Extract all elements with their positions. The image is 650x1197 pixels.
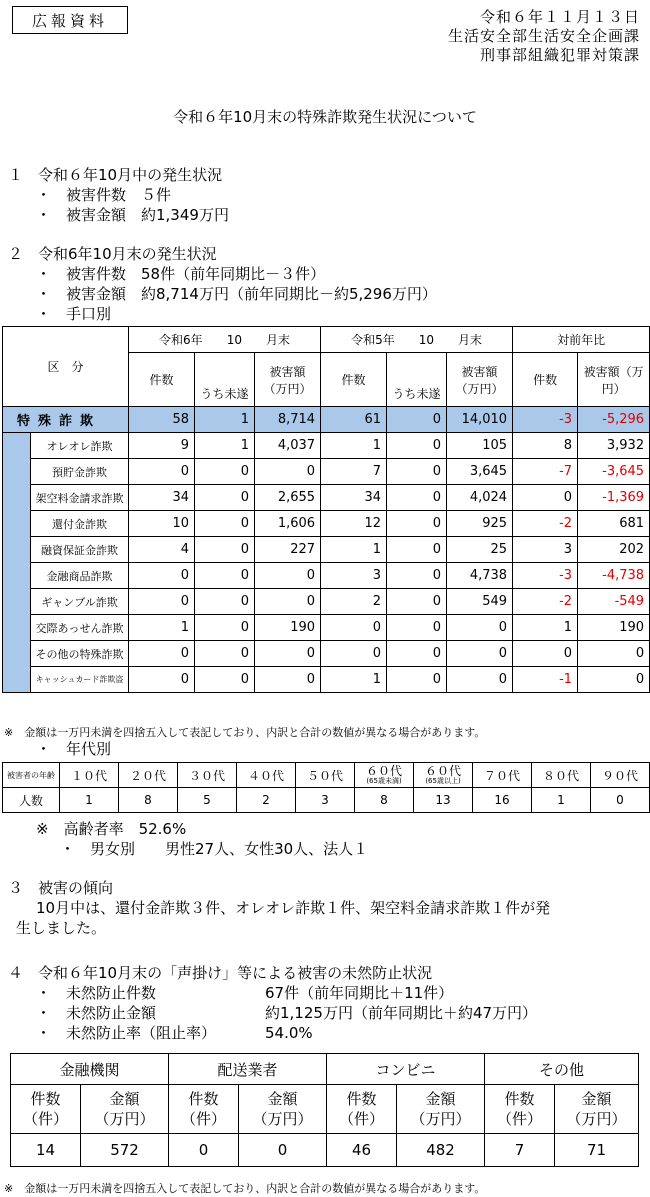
cell: 0	[129, 667, 195, 693]
cell: 0	[195, 459, 255, 485]
cell: 7	[321, 459, 387, 485]
prevention-amount-label: ・ 未然防止金額	[36, 1004, 157, 1022]
section2-item: ・ 手口別	[36, 305, 112, 323]
count-unit: （件）	[22, 1110, 68, 1128]
group-convenience: コンビニ	[327, 1054, 485, 1085]
cell: -3	[513, 407, 578, 433]
cell: 0	[195, 537, 255, 563]
age-table	[2, 762, 650, 813]
age-count: 8	[119, 788, 178, 813]
cell: 0	[255, 667, 321, 693]
age-header: ８０代	[532, 763, 591, 788]
section1-heading: １ 令和６年10月中の発生状況	[8, 166, 223, 184]
cell: 190	[255, 615, 321, 641]
cell: -3	[513, 563, 578, 589]
cell: 2	[321, 589, 387, 615]
cell: -4,738	[578, 563, 650, 589]
count-value: 7	[485, 1134, 555, 1167]
cell: 4,024	[447, 485, 513, 511]
r6-count-header: 件数	[129, 353, 195, 407]
cell: 12	[321, 511, 387, 537]
cell: 61	[321, 407, 387, 433]
cell: 0	[255, 641, 321, 667]
cell: 1	[129, 615, 195, 641]
section2-item: ・ 被害金額 約8,714万円（前年同期比－約5,296万円）	[36, 285, 437, 303]
cell: -3,645	[578, 459, 650, 485]
cell: 0	[129, 641, 195, 667]
cell: 0	[387, 641, 447, 667]
section2-item: ・ 被害件数 58件（前年同期比－３件）	[36, 265, 326, 283]
cell: 0	[447, 615, 513, 641]
amount-header	[81, 1085, 169, 1134]
r5-count-header: 件数	[321, 353, 387, 407]
method-label: キャッシュカード詐欺盗	[31, 667, 129, 693]
r5-period-header: 令和5年 10 月末	[321, 327, 513, 353]
cell: -7	[513, 459, 578, 485]
age-count: 16	[473, 788, 532, 813]
prevention-rate-label: ・ 未然防止率（阻止率）	[36, 1024, 217, 1042]
table-row	[3, 433, 650, 459]
cell: 0	[195, 641, 255, 667]
age-count: 13	[414, 788, 473, 813]
table-row	[3, 563, 650, 589]
r6-attempt-header: うち未遂	[195, 353, 255, 407]
compare-header: 対前年比	[513, 327, 650, 353]
amount-value: 572	[81, 1134, 169, 1167]
section3-line2: 生しました。	[16, 919, 107, 937]
age-header: ２０代	[119, 763, 178, 788]
amount-value: 482	[397, 1134, 485, 1167]
count-label: 件数	[504, 1090, 535, 1108]
table-row	[3, 485, 650, 511]
cell: 0	[513, 485, 578, 511]
amount-value: 71	[555, 1134, 639, 1167]
cell: 0	[195, 563, 255, 589]
method-label: 預貯金詐欺	[31, 459, 129, 485]
cell: 0	[578, 667, 650, 693]
cell: -1	[513, 667, 578, 693]
table-row	[3, 459, 650, 485]
category-header: 区 分	[3, 327, 129, 407]
table-row	[3, 615, 650, 641]
cell: 549	[447, 589, 513, 615]
cell: 2,655	[255, 485, 321, 511]
method-label: 交際あっせん詐欺	[31, 615, 129, 641]
age-header	[414, 763, 473, 788]
count-header	[327, 1085, 397, 1134]
cell: 0	[129, 459, 195, 485]
amount-unit: （万円）	[252, 1110, 313, 1128]
cell: 34	[129, 485, 195, 511]
cell: 0	[255, 589, 321, 615]
cell: 4,738	[447, 563, 513, 589]
amount-label: 金額	[425, 1090, 456, 1108]
cell: 3,932	[578, 433, 650, 459]
document-title: 令和６年10月末の特殊詐欺発生状況について	[173, 108, 477, 126]
age-header: ９０代	[591, 763, 650, 788]
prevention-rate-value: 54.0%	[265, 1024, 313, 1042]
cell: 0	[447, 641, 513, 667]
cell: -2	[513, 511, 578, 537]
cell: 227	[255, 537, 321, 563]
amount-unit: （万円）	[94, 1110, 155, 1128]
age-count: 5	[178, 788, 237, 813]
cell: 0	[129, 589, 195, 615]
cell: -549	[578, 589, 650, 615]
count-unit: （件）	[497, 1110, 543, 1128]
count-value: 0	[169, 1134, 239, 1167]
count-unit: （件）	[339, 1110, 385, 1128]
cell: 8	[513, 433, 578, 459]
cell: 0	[387, 615, 447, 641]
cell: 3	[321, 563, 387, 589]
age-header	[355, 763, 414, 788]
cell: 4	[129, 537, 195, 563]
cell: 34	[321, 485, 387, 511]
department-1: 生活安全部生活安全企画課	[447, 27, 640, 45]
amount-label: 金額	[109, 1090, 140, 1108]
cell: 0	[321, 641, 387, 667]
cell: 0	[387, 433, 447, 459]
r6-damage-header: 被害額（万円）	[255, 353, 321, 407]
method-label: その他の特殊詐欺	[31, 641, 129, 667]
cell: 10	[129, 511, 195, 537]
count-label: 件数	[346, 1090, 377, 1108]
age-sub-label: (65歳以上)	[425, 776, 461, 785]
cell: 0	[387, 537, 447, 563]
count-header	[169, 1085, 239, 1134]
age-heading: ・ 年代別	[36, 740, 112, 758]
category-sidebar	[3, 433, 31, 693]
cell: 3,645	[447, 459, 513, 485]
cell: -1,369	[578, 485, 650, 511]
cell: 0	[387, 459, 447, 485]
count-label: 件数	[188, 1090, 219, 1108]
amount-header	[239, 1085, 327, 1134]
method-label: 還付金詐欺	[31, 511, 129, 537]
amount-label: 金額	[581, 1090, 612, 1108]
prevention-amount-value: 約1,125万円（前年同期比＋約47万円）	[265, 1004, 538, 1022]
cell: 4,037	[255, 433, 321, 459]
cell: 190	[578, 615, 650, 641]
gender-breakdown: ・ 男女別 男性27人、女性30人、法人１	[60, 840, 369, 858]
age-row-label: 被害者の年齢	[3, 763, 60, 788]
cell: 25	[447, 537, 513, 563]
total-label: 特殊詐欺	[3, 407, 129, 433]
group-other: その他	[485, 1054, 639, 1085]
fraud-method-table	[2, 326, 650, 693]
elderly-rate: ※ 高齢者率 52.6%	[36, 820, 187, 838]
cell: -2	[513, 589, 578, 615]
press-badge: 広報資料	[12, 6, 128, 34]
method-label: 架空料金請求詐欺	[31, 485, 129, 511]
cell: 0	[387, 667, 447, 693]
cell: 1,606	[255, 511, 321, 537]
cell: 0	[387, 485, 447, 511]
amount-header	[555, 1085, 639, 1134]
amount-label: 金額	[267, 1090, 298, 1108]
table-row	[3, 537, 650, 563]
method-label: 融資保証金詐欺	[31, 537, 129, 563]
release-date: 令和６年１１月１３日	[479, 8, 640, 26]
group-delivery: 配送業者	[169, 1054, 327, 1085]
cell: 0	[387, 589, 447, 615]
cell: 0	[195, 615, 255, 641]
section3-heading: ３ 被害の傾向	[8, 879, 114, 897]
cell: -5,296	[578, 407, 650, 433]
cell: 0	[387, 407, 447, 433]
method-label: 金融商品詐欺	[31, 563, 129, 589]
cell: 9	[129, 433, 195, 459]
table-row	[3, 589, 650, 615]
age-header: ７０代	[473, 763, 532, 788]
cell: 0	[387, 563, 447, 589]
age-label: ６０代	[424, 763, 461, 778]
cell: 0	[578, 641, 650, 667]
count-unit: （件）	[181, 1110, 227, 1128]
section1-item: ・ 被害金額 約1,349万円	[36, 206, 229, 224]
cell: 1	[195, 407, 255, 433]
prevention-count-label: ・ 未然防止件数	[36, 984, 157, 1002]
cell: 1	[195, 433, 255, 459]
count-row-label: 人数	[3, 788, 60, 813]
age-count: 0	[591, 788, 650, 813]
cell: 0	[255, 459, 321, 485]
cell: 1	[321, 667, 387, 693]
header-info	[448, 8, 640, 65]
age-count: 3	[296, 788, 355, 813]
age-count: 1	[532, 788, 591, 813]
cell: 0	[255, 563, 321, 589]
r5-damage-header: 被害額（万円）	[447, 353, 513, 407]
cell: 1	[321, 433, 387, 459]
method-label: ギャンブル詐欺	[31, 589, 129, 615]
amount-note-2: ※ 金額は一万円未満を四捨五入して表記しており、内訳と合計の数値が異なる場合があります。	[4, 1182, 486, 1195]
section3-line1: 10月中は、還付金詐欺３件、オレオレ詐欺１件、架空料金請求詐欺１件が発	[36, 899, 551, 917]
age-header: ３０代	[178, 763, 237, 788]
cell: 0	[195, 485, 255, 511]
age-count: 1	[60, 788, 119, 813]
age-count: 8	[355, 788, 414, 813]
total-row	[3, 407, 650, 433]
age-header: ５０代	[296, 763, 355, 788]
age-label: ６０代	[365, 763, 402, 778]
amount-unit: （万円）	[410, 1110, 471, 1128]
diff-damage-header: 被害額（万円）	[578, 353, 650, 407]
cell: 681	[578, 511, 650, 537]
amount-unit: （万円）	[566, 1110, 627, 1128]
method-label: オレオレ詐欺	[31, 433, 129, 459]
cell: 0	[447, 667, 513, 693]
cell: 0	[195, 511, 255, 537]
r5-attempt-header: うち未遂	[387, 353, 447, 407]
count-value: 14	[11, 1134, 81, 1167]
cell: 14,010	[447, 407, 513, 433]
age-header: １０代	[60, 763, 119, 788]
cell: 0	[387, 511, 447, 537]
count-label: 件数	[30, 1090, 61, 1108]
cell: 1	[513, 615, 578, 641]
cell: 8,714	[255, 407, 321, 433]
section4-heading: ４ 令和６年10月末の「声掛け」等による被害の未然防止状況	[8, 964, 433, 982]
cell: 0	[321, 615, 387, 641]
cell: 58	[129, 407, 195, 433]
amount-value: 0	[239, 1134, 327, 1167]
diff-count-header: 件数	[513, 353, 578, 407]
cell: 202	[578, 537, 650, 563]
count-header	[11, 1085, 81, 1134]
table-row	[3, 511, 650, 537]
group-financial: 金融機関	[11, 1054, 169, 1085]
r6-period-header: 令和6年 10 月末	[129, 327, 321, 353]
count-header	[485, 1085, 555, 1134]
age-header: ４０代	[237, 763, 296, 788]
cell: 0	[513, 641, 578, 667]
cell: 105	[447, 433, 513, 459]
cell: 3	[513, 537, 578, 563]
prevention-table	[10, 1053, 639, 1167]
cell: 0	[129, 563, 195, 589]
amount-header	[397, 1085, 485, 1134]
section1-item: ・ 被害件数 ５件	[36, 186, 172, 204]
cell: 925	[447, 511, 513, 537]
section2-heading: ２ 令和6年10月末の発生状況	[8, 245, 217, 263]
prevention-count-value: 67件（前年同期比＋11件）	[265, 984, 454, 1002]
department-2: 刑事部組織犯罪対策課	[479, 46, 640, 64]
cell: 1	[321, 537, 387, 563]
table-row	[3, 641, 650, 667]
age-count: 2	[237, 788, 296, 813]
age-sub-label: (65歳未満)	[366, 776, 402, 785]
amount-note: ※ 金額は一万円未満を四捨五入して表記しており、内訳と合計の数値が異なる場合があります。	[4, 726, 486, 739]
cell: 0	[195, 589, 255, 615]
count-value: 46	[327, 1134, 397, 1167]
table-row	[3, 667, 650, 693]
cell: 0	[195, 667, 255, 693]
